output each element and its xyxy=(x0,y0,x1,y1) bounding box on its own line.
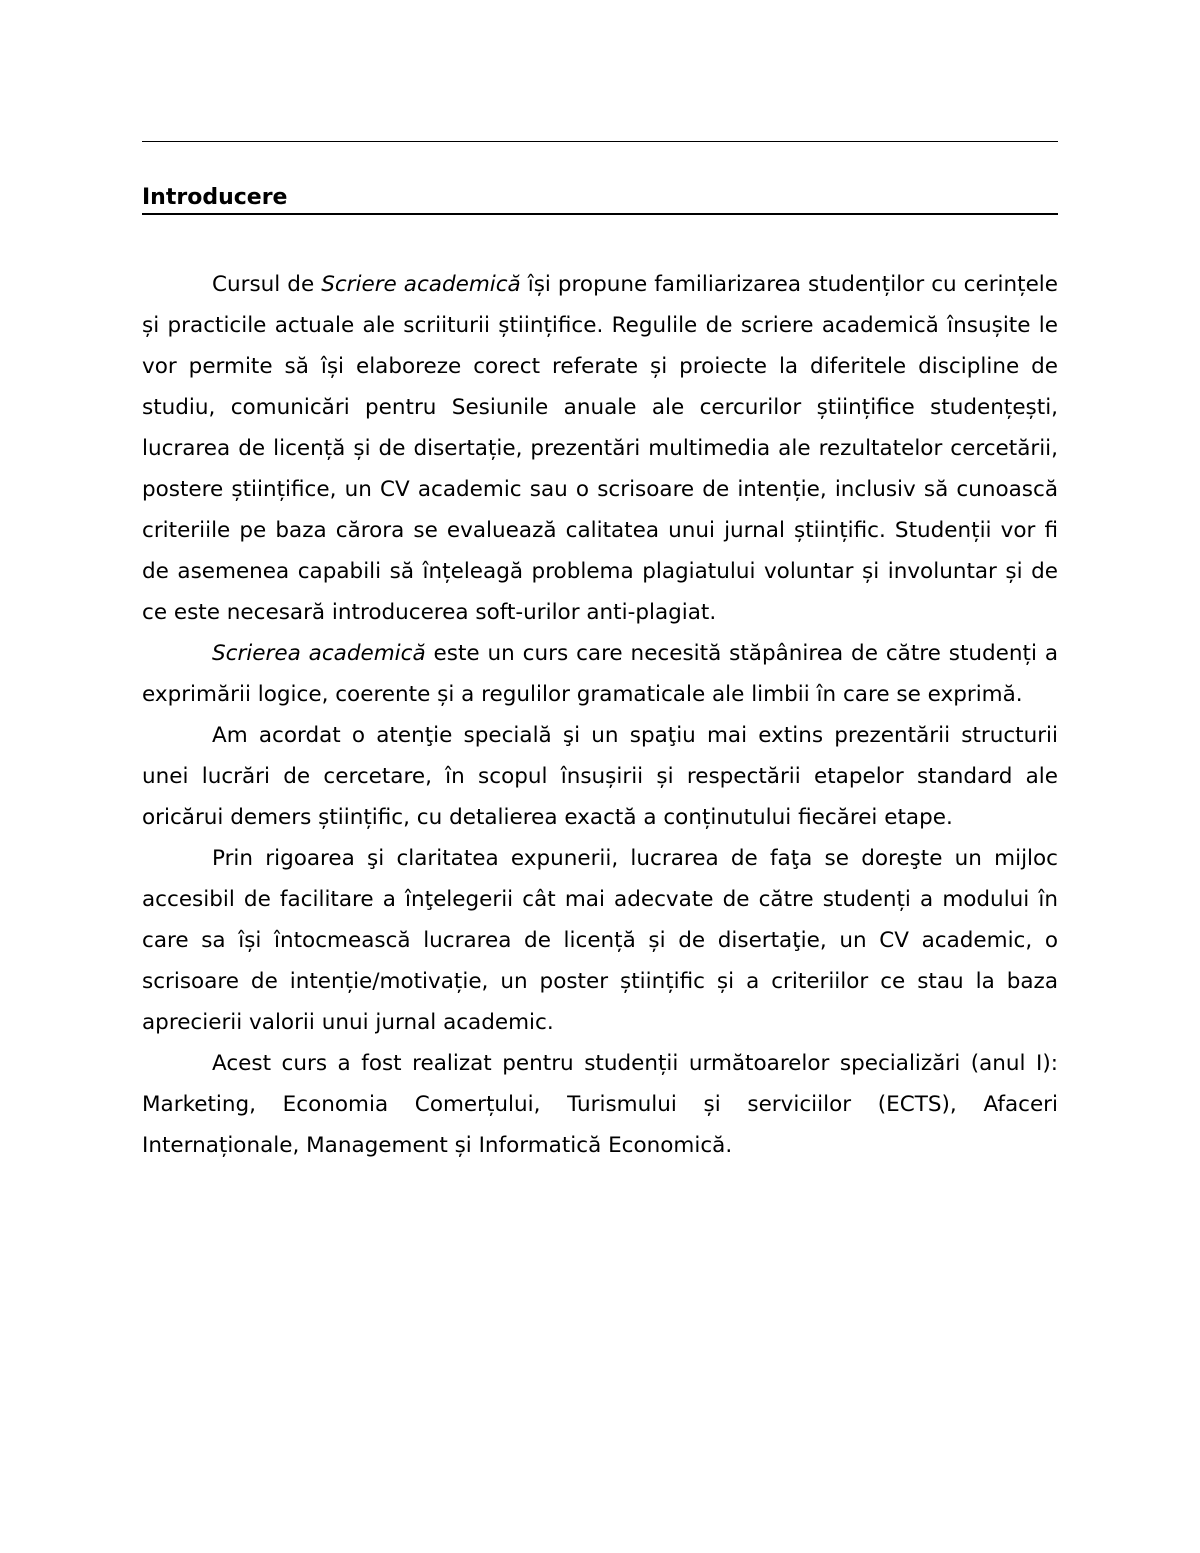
paragraph xyxy=(142,633,1058,715)
paragraph-text: Acest curs a fost realizat pentru studenții următoarelor specializări (anul I): Marketing, Economia Comerțului, Turismului și serviciilor (ECTS), Afaceri Internaționale, Management și Informatică Economică. xyxy=(142,1051,1058,1158)
paragraph xyxy=(142,1043,1058,1166)
paragraph xyxy=(142,264,1058,633)
italic-course-title: Scrierea academică xyxy=(212,641,426,666)
paragraph-text: își propune familiarizarea studenților cu cerințele și practicile actuale ale scriiturii științifice. Regulile de scriere academică însușite le vor permite să își elaboreze corect referate și proiecte la diferitele discipline de studiu, comunicări pentru Sesiunile anuale ale cercurilor științifice studențești, lucrarea de licență și de disertație, prezentări multimedia ale rezultatelor cercetării, postere științifice, un CV academic sau o scrisoare de intenție, inclusiv să cunoască criteriile pe baza cărora se evaluează calitatea unui jurnal științific. Studenții vor fi de asemenea capabili să înțeleagă problema plagiatului voluntar și involuntar și de ce este necesară introducerea soft-urilor anti-plagiat. xyxy=(142,272,1058,625)
paragraph xyxy=(142,838,1058,1043)
header-rule xyxy=(142,141,1058,142)
paragraph xyxy=(142,715,1058,838)
paragraph-text: este un curs care necesită stăpânirea de către studenți a exprimării logice, coerente și a regulilor gramaticale ale limbii în care se exprimă. xyxy=(142,641,1058,707)
paragraph-text: Cursul de xyxy=(212,272,322,297)
section-heading: Introducere xyxy=(142,184,1058,215)
italic-course-title: Scriere academică xyxy=(321,272,521,297)
document-body xyxy=(142,264,1058,1166)
paragraph-text: Am acordat o atenţie specială şi un spaţiu mai extins prezentării structurii unei lucrări de cercetare, în scopul însușirii și respectării etapelor standard ale oricărui demers științific, cu detalierea exactă a conținutului fiecărei etape. xyxy=(142,723,1058,830)
paragraph-text: Prin rigoarea şi claritatea expunerii, lucrarea de faţa se doreşte un mijloc accesibil de facilitare a înţelegerii cât mai adecvate de către studenți a modului în care sa își întocmească lucrarea de licență și de disertaţie, un CV academic, o scrisoare de intenție/motivație, un poster științific și a criteriilor ce stau la baza aprecierii valorii unui jurnal academic. xyxy=(142,846,1058,1035)
